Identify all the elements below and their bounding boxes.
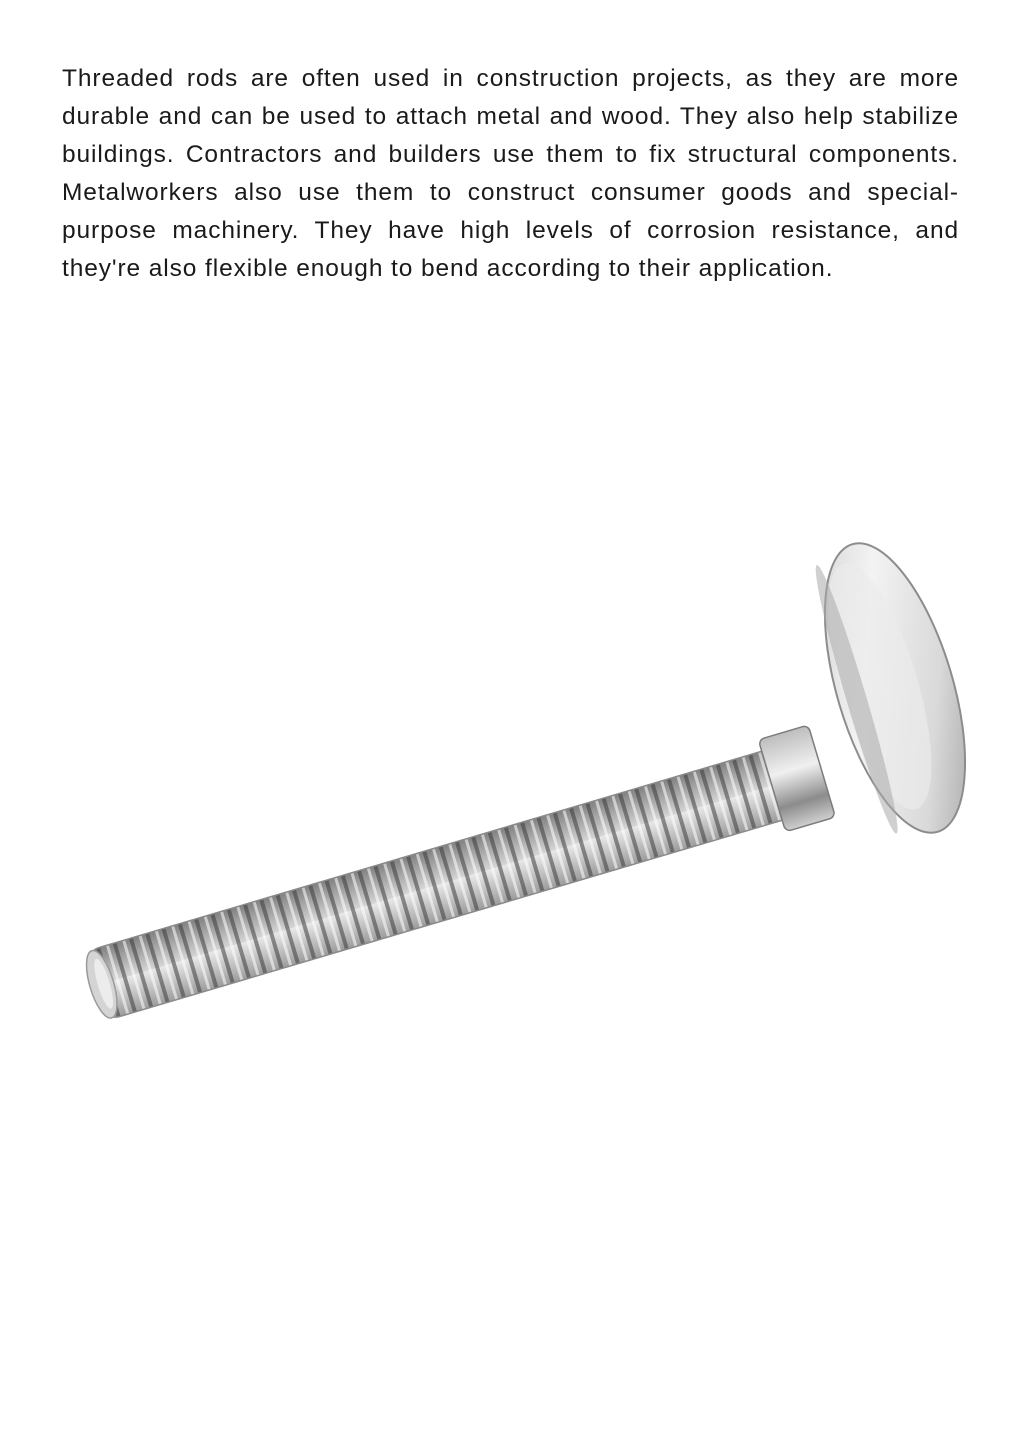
carriage-bolt-image [50,540,970,1060]
carriage-bolt-icon [50,540,970,1060]
body-paragraph: Threaded rods are often used in construction projects, as they are more durable and can be used to attach metal and wood. They also help stabilize buildings. Contractors and builders use them to fix structural components. Metalworkers also use them to construct consumer goods and special-purpose machinery. They have high levels of corrosion resistance, and they're also flexible enough to bend according to their application. [62,65,959,282]
